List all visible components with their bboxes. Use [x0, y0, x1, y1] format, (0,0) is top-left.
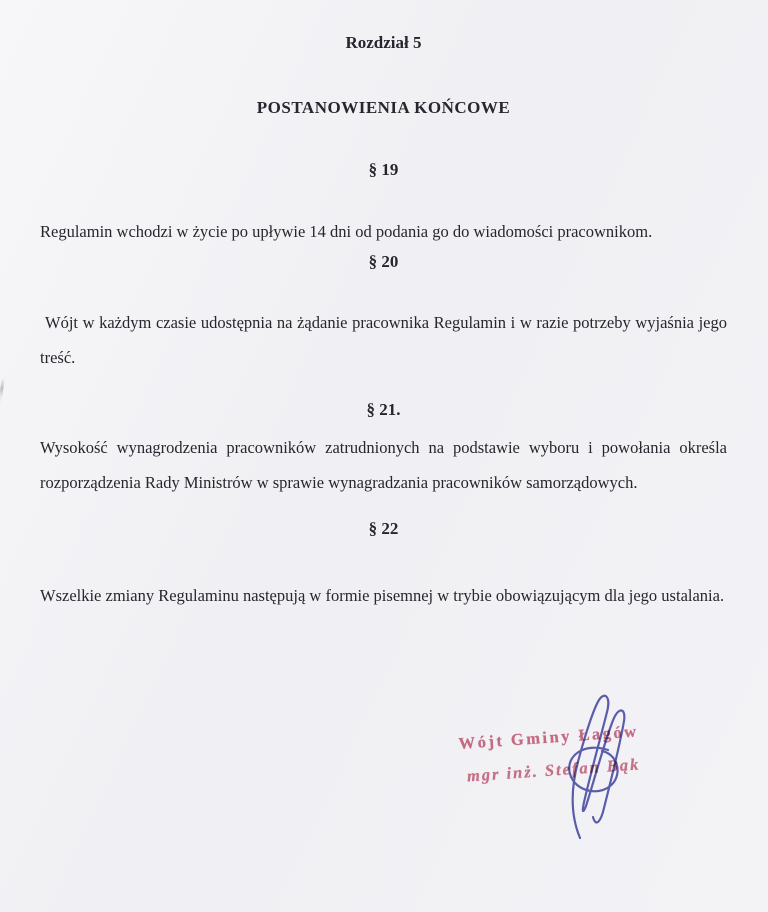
- paragraph-21-number: § 21.: [366, 400, 401, 419]
- paragraph-22-number: § 22: [368, 519, 399, 538]
- paragraph-20-number: § 20: [368, 252, 399, 271]
- chapter-heading: Rozdział 5: [345, 33, 422, 52]
- paragraph-22-text: Wszelkie zmiany Regulaminu następują w formie pisemnej w trybie obowiązującym dla jego ustalania.: [40, 586, 725, 605]
- stamp-signer-name: mgr inż. Stefan Bąk: [466, 754, 641, 786]
- official-stamp: [458, 717, 701, 787]
- handwritten-signature: [520, 690, 642, 848]
- paragraph-19-text: Regulamin wchodzi w życie po upływie 14 dni od podania go do wiadomości pracownikom.: [40, 222, 653, 241]
- stamp-office-title: Wójt Gminy Łagów: [458, 721, 640, 753]
- paragraph-19-number: § 19: [368, 160, 399, 179]
- paragraph-20-text: Wójt w każdym czasie udostępnia na żądanie pracownika Regulamin i w razie potrzeby wyjaśnia jego treść.: [40, 313, 727, 367]
- section-title: POSTANOWIENIA KOŃCOWE: [256, 98, 511, 117]
- scan-edge-artifact: [0, 378, 5, 404]
- paragraph-21-text: Wysokość wynagrodzenia pracowników zatrudnionych na podstawie wyboru i powołania określa rozporządzenia Rady Ministrów w sprawie wynagradzania pracowników samorządowych.: [40, 438, 727, 492]
